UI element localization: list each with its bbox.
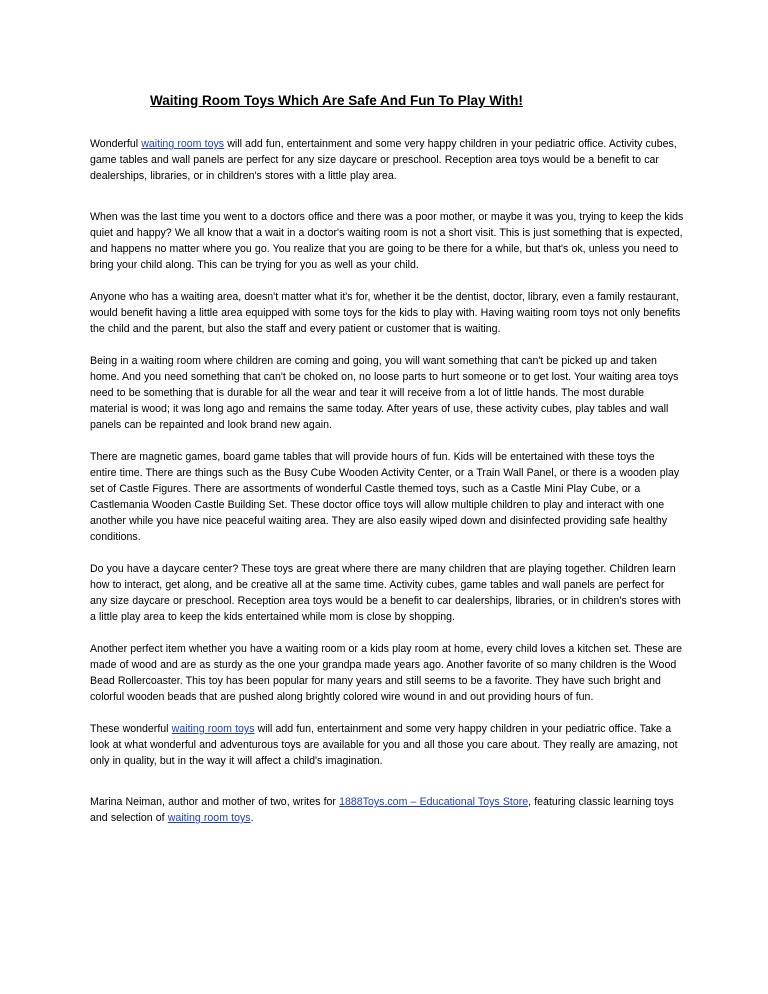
bio-text: Marina Neiman, author and mother of two, writes for <box>90 796 340 808</box>
paragraph-conclusion <box>90 721 684 769</box>
paragraph-intro <box>90 136 684 184</box>
waiting-room-toys-link[interactable]: waiting room toys <box>171 723 255 735</box>
page-title: Waiting Room Toys Which Are Safe And Fun To Play With! <box>150 93 523 108</box>
store-link[interactable]: 1888Toys.com – Educational Toys Store <box>339 796 529 808</box>
document-body <box>90 136 684 842</box>
author-bio <box>90 794 684 826</box>
paragraph-text: Wonderful <box>90 138 142 150</box>
bio-text: , featuring classic learning toys and selection of <box>90 796 674 824</box>
paragraph-doctors-office: When was the last time you went to a doctors office and there was a poor mother, or maybe it was you, trying to keep the kids quiet and happy? We all know that a wait in a doctor's waiting room is not a short visit. This is just something that is expected, and happens no matter where you go. You realize that you are going to be there for a while, but that's ok, unless you need to bring your child along. This can be trying for you as well as your child. <box>90 211 684 271</box>
paragraph-durable-toys: Being in a waiting room where children are coming and going, you will want something that can't be picked up and taken home. And you need something that can't be choked on, no loose parts to hurt someone or to get lost. Your waiting area toys need to be something that is durable for all the wear and tear it will receive from a lot of little hands. The most durable material is wood; it was long ago and remains the same today. After years of use, these activity cubes, play tables and wall panels can be repainted and look brand new again. <box>90 355 679 431</box>
paragraph-text: will add fun, entertainment and some very happy children in your pediatric office. Take a look at what wonderful and adventurous toys are available for you and all those you care about. They really are amazing, not only in quality, but in the way it will affect a child's imagination. <box>90 723 678 767</box>
paragraph-text: will add fun, entertainment and some very happy children in your pediatric office. Activity cubes, game tables and wall panels are perfect for any size daycare or preschool. Reception area toys would be a benefit to car dealerships, libraries, or in children's stores with a little play area. <box>90 138 677 182</box>
paragraph-waiting-area: Anyone who has a waiting area, doesn't matter what it's for, whether it be the dentist, doctor, library, even a family restaurant, would benefit having a little area equipped with some toys for the kids to play with. Having waiting room toys not only benefits the child and the parent, but also the staff and every patient or customer that is waiting. <box>90 291 681 335</box>
paragraph-magnetic-games: There are magnetic games, board game tables that will provide hours of fun. Kids will be entertained with these toys the entire time. There are things such as the Busy Cube Wooden Activity Center, or a Train Wall Panel, or there is a wooden play set of Castle Figures. There are assortments of wonderful Castle themed toys, such as a Castle Mini Play Cube, or a Castlemania Wooden Castle Building Set. These doctor office toys will allow multiple children to play and interact with one another while you have nice peaceful waiting area. They are also easily wiped down and disinfected providing safe healthy conditions. <box>90 451 680 543</box>
waiting-room-toys-link[interactable]: waiting room toys <box>167 812 251 824</box>
paragraph-kitchen-set: Another perfect item whether you have a waiting room or a kids play room at home, every child loves a kitchen set. These are made of wood and are as sturdy as the one your grandpa made years ago. Another favorite of so many children is the Wood Bead Rollercoaster. This toy has been popular for many years and still seems to be a favorite. They have such bright and colorful wooden beads that are pushed along brightly colored wire wound in and out providing hours of fun. <box>90 643 683 703</box>
paragraph-daycare: Do you have a daycare center? These toys are great where there are many children that are playing together. Children learn how to interact, get along, and be creative all at the same time. Activity cubes, game tables and wall panels are perfect for any size daycare or preschool. Reception area toys would be a benefit to car dealerships, libraries, or in children's stores with a little play area to keep the kids entertained while mom is close by shopping. <box>90 563 681 623</box>
bio-text: . <box>250 812 254 824</box>
waiting-room-toys-link[interactable]: waiting room toys <box>141 138 225 150</box>
paragraph-text: These wonderful <box>90 723 172 735</box>
